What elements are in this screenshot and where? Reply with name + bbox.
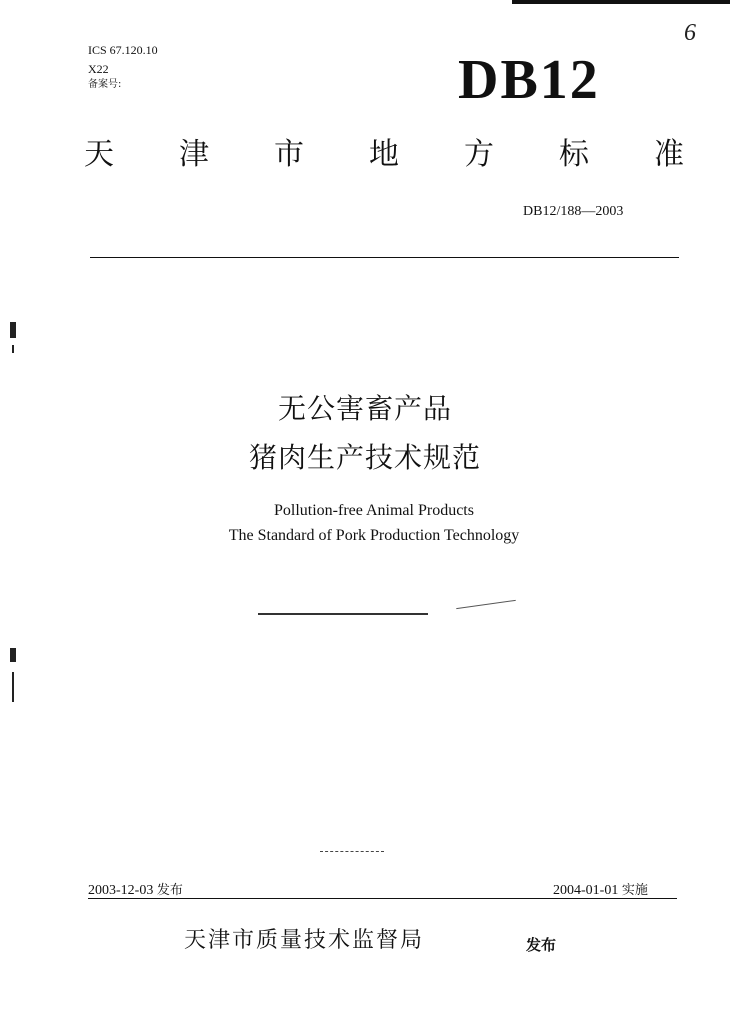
- standard-type-char: 天: [84, 137, 114, 172]
- scan-mark: [10, 322, 16, 338]
- implement-date: [553, 879, 648, 899]
- scan-artifact-line: [258, 613, 428, 615]
- title-zh-line1: 无公害畜产品: [277, 392, 452, 425]
- publish-date: [88, 879, 183, 899]
- standard-type-char: 标: [559, 137, 589, 172]
- publish-label: 发布: [156, 883, 183, 898]
- standard-type-heading: [84, 137, 684, 172]
- handwritten-page-mark: 6: [684, 20, 696, 46]
- standard-type-char: 市: [274, 137, 304, 172]
- footer-divider: [88, 898, 677, 899]
- filing-label: 备案号:: [88, 79, 122, 90]
- scan-artifact-line: [456, 600, 516, 609]
- standard-prefix: DB12: [458, 49, 600, 111]
- standard-number: DB12/188—2003: [523, 204, 624, 219]
- standard-type-char: 准: [654, 137, 684, 172]
- header-divider: [90, 257, 679, 258]
- standard-type-char: 方: [464, 137, 494, 172]
- class-code: X22: [88, 62, 109, 76]
- ics-code: ICS 67.120.10: [88, 43, 158, 57]
- title-zh-line2: 猪肉生产技术规范: [248, 441, 481, 474]
- title-en-line1: Pollution-free Animal Products: [274, 502, 474, 519]
- publish-date-value: 2003-12-03: [88, 883, 154, 898]
- standard-type-char: 津: [179, 137, 209, 172]
- implement-label: 实施: [621, 883, 648, 898]
- issuing-authority: 天津市质量技术监督局: [184, 928, 425, 953]
- implement-date-value: 2004-01-01: [553, 883, 619, 898]
- issuer-suffix: 发布: [526, 936, 557, 954]
- top-edge-bar: [512, 0, 730, 4]
- scan-mark: [10, 648, 16, 662]
- standard-type-char: 地: [369, 137, 399, 172]
- scan-mark: [12, 672, 14, 702]
- scan-artifact-line: [320, 851, 384, 853]
- scan-mark: [12, 345, 14, 353]
- title-en-line2: The Standard of Pork Production Technology: [228, 527, 520, 544]
